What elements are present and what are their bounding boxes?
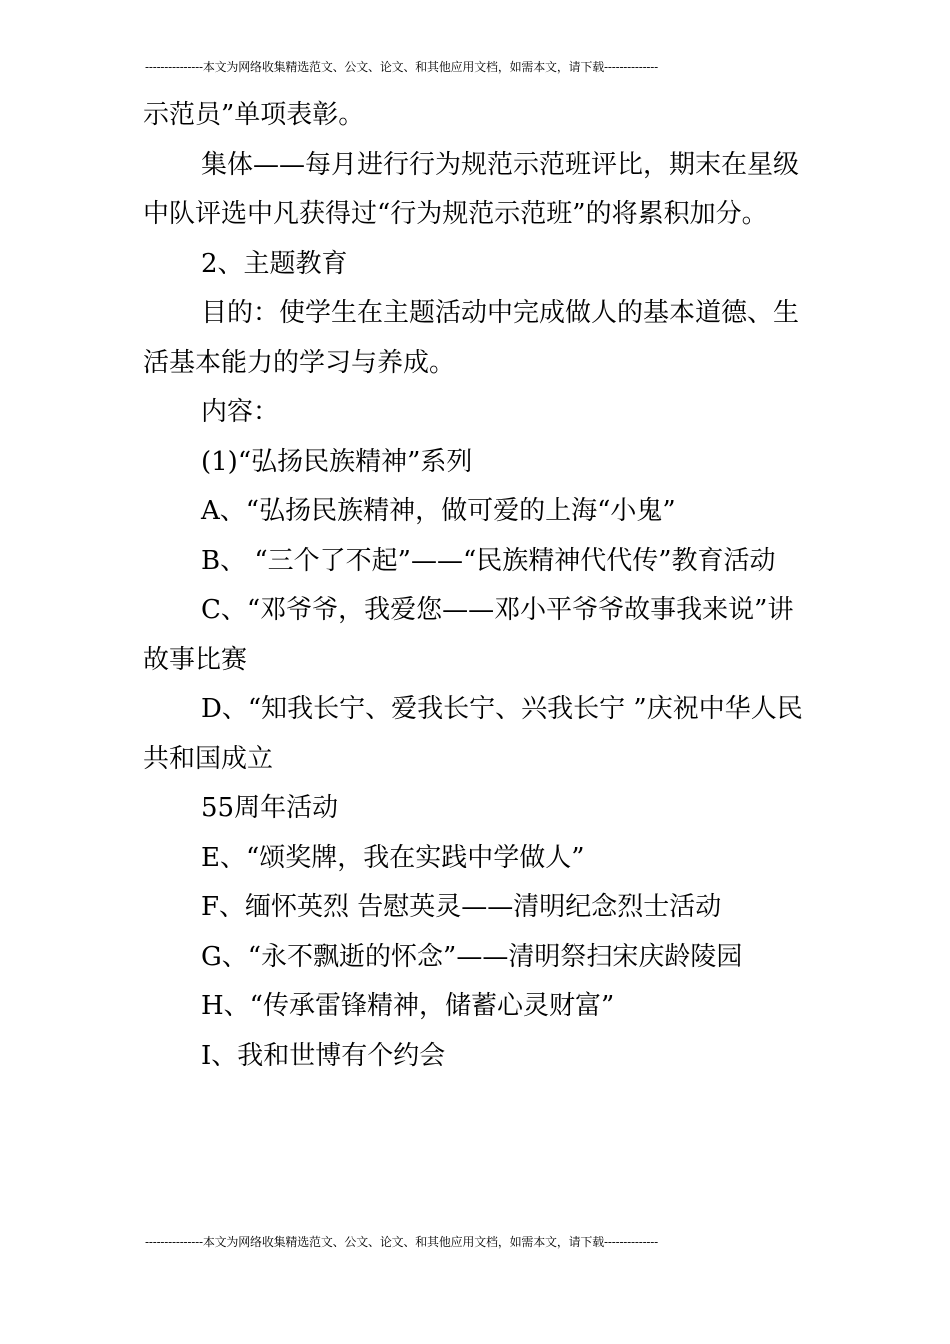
paragraph: 集体——每月进行行为规范示范班评比，期末在星级中队评选中凡获得过“行为规范示范班”的将累积加分。 [143, 149, 800, 229]
list-item: D、“知我长宁、爱我长宁、兴我长宁 ”庆祝中华人民共和国成立 [143, 694, 803, 774]
list-item: B、 “三个了不起”——“民族精神代代传”教育活动 [201, 545, 776, 576]
paragraph: 内容： [201, 397, 280, 427]
document-body [143, 91, 815, 1081]
list-item: G、“永不飘逝的怀念”——清明祭扫宋庆龄陵园 [201, 941, 743, 972]
list-item: H、“传承雷锋精神，储蓄心灵财富” [201, 991, 615, 1021]
list-item: E、“颂奖牌，我在实践中学做人” [201, 842, 585, 873]
paragraph: 示范员”单项表彰。 [143, 100, 365, 130]
list-item: C、“邓爷爷，我爱您——邓小平爷爷故事我来说”讲故事比赛 [143, 595, 794, 675]
header-banner: ---------------本文为网络收集精选范文、公文、论文、和其他应用文档，如需本文，请下载-------------- [145, 60, 658, 74]
list-item: I、我和世博有个约会 [201, 1040, 446, 1071]
list-item-continuation: 55周年活动 [201, 793, 339, 823]
section-heading: 2、主题教育 [201, 248, 348, 279]
list-heading: (1)“弘扬民族精神”系列 [201, 446, 473, 477]
footer-banner: ---------------本文为网络收集精选范文、公文、论文、和其他应用文档，如需本文，请下载-------------- [145, 1235, 658, 1249]
list-item: A、“弘扬民族精神，做可爱的上海“小鬼” [201, 496, 676, 526]
list-item: F、缅怀英烈 告慰英灵——清明纪念烈士活动 [201, 892, 722, 922]
paragraph: 目的：使学生在主题活动中完成做人的基本道德、生活基本能力的学习与养成。 [143, 298, 800, 378]
